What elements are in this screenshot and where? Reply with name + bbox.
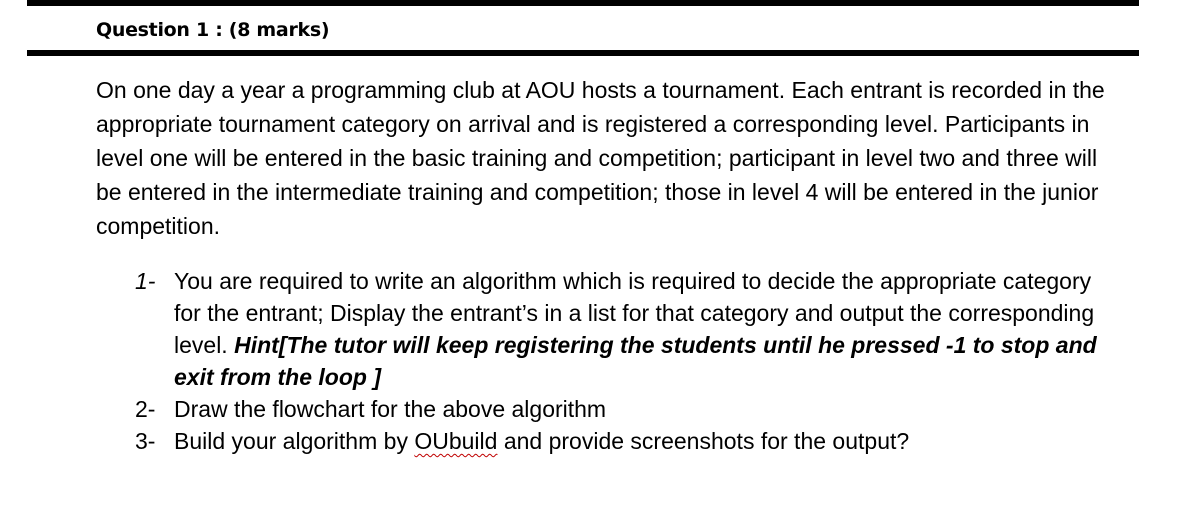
list-item	[96, 425, 1116, 457]
task-text: You are required to write an algorithm which is required to decide the appropriate category for the entrant; Display the entrant’s in a list for that category and output the corresponding level.	[174, 268, 1095, 358]
task-list	[96, 265, 1116, 457]
top-rule	[27, 0, 1139, 6]
task-text-after: and provide screenshots for the output?	[497, 428, 910, 454]
hint-text: Hint[The tutor will keep registering the students until he pressed -1 to stop and exit from the loop ]	[174, 332, 1097, 390]
list-item-number: 3-	[135, 428, 156, 454]
header-divider-rule	[27, 50, 1139, 56]
list-item	[96, 393, 1116, 425]
list-item	[96, 265, 1116, 393]
question-paragraph: On one day a year a programming club at AOU hosts a tournament. Each entrant is recorded in the appropriate tournament category on arrival and is registered a corresponding level. Participants in level one will be entered in the basic training and competition; participant in level two and three will be entered in the intermediate training and competition; those in level 4 will be entered in the junior competition.	[96, 77, 1105, 239]
task-text-before: Build your algorithm by	[174, 428, 415, 454]
question-title: Question 1 : (8 marks)	[96, 19, 330, 41]
list-item-number: 1-	[135, 268, 156, 294]
list-item-number: 2-	[135, 396, 156, 422]
task-text: Draw the flowchart for the above algorithm	[174, 396, 607, 422]
spellcheck-flagged-word[interactable]: OUbuild	[414, 428, 498, 454]
